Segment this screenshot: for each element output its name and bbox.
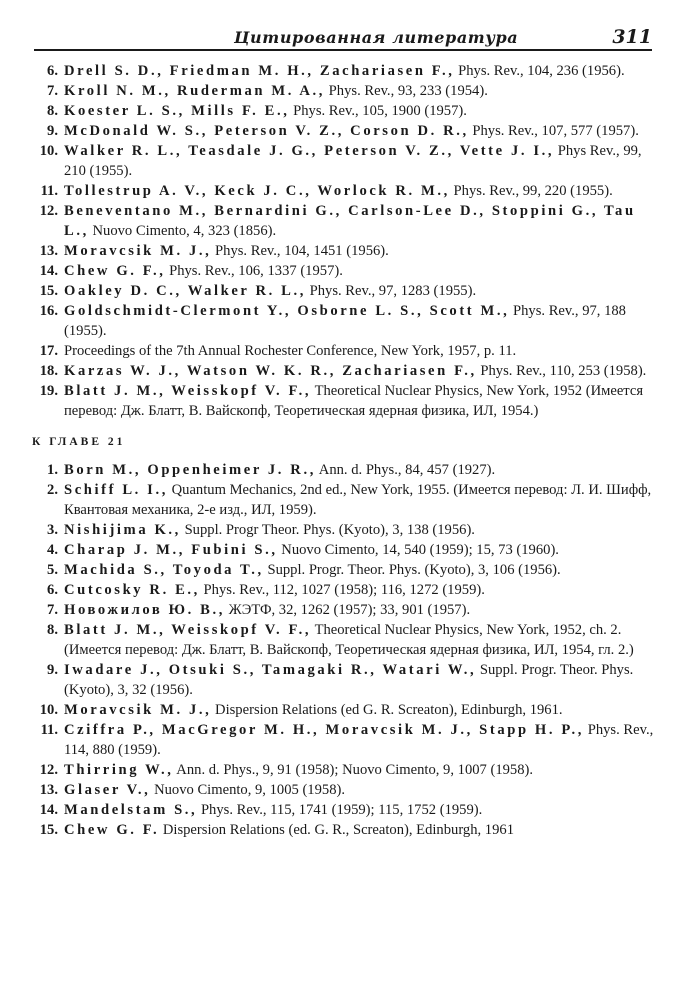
reference-authors: Mandelstam S., — [64, 801, 198, 818]
reference-authors: Karzas W. J., Watson W. K. R., Zachariasen F., — [64, 362, 477, 379]
reference-number: 2. — [47, 482, 58, 499]
reference-number: 10. — [39, 701, 58, 718]
reference-entry — [0, 382, 688, 421]
reference-entry — [0, 721, 688, 760]
page-number: 311 — [612, 26, 652, 48]
reference-number: 11. — [40, 183, 58, 200]
reference-entry — [0, 661, 688, 700]
reference-entry — [0, 801, 688, 821]
reference-number: 8. — [47, 622, 58, 639]
reference-number: 13. — [39, 242, 58, 259]
reference-authors: Glaser V., — [64, 781, 151, 798]
reference-entry — [0, 282, 688, 302]
reference-citation: Dispersion Relations (ed G. R. Screaton), Edinburgh, 1961. — [211, 701, 563, 718]
reference-number: 6. — [47, 63, 58, 79]
reference-citation: Phys. Rev., 97, 188 (1955). — [64, 303, 626, 339]
reference-authors: Blatt J. M., Weisskopf V. F., — [64, 383, 312, 399]
reference-citation: Phys Rev., 99, 210 (1955). — [64, 143, 642, 179]
reference-citation: Nuovo Cimento, 14, 540 (1959); 15, 73 (1960). — [277, 542, 559, 559]
reference-entry — [0, 481, 688, 520]
reference-citation: Dispersion Relations (ed. G. R., Screaton), Edinburgh, 1961 — [159, 821, 514, 838]
reference-group-previous-chapter — [0, 62, 688, 421]
section-heading: К ГЛАВЕ 21 — [32, 436, 126, 449]
reference-list — [0, 62, 688, 841]
reference-entry — [0, 302, 688, 341]
reference-citation: Phys. Rev., 97, 1283 (1955). — [305, 283, 477, 300]
reference-number: 7. — [47, 83, 58, 100]
reference-entry — [0, 761, 688, 781]
reference-citation: ЖЭТФ, 32, 1262 (1957); 33, 901 (1957). — [225, 602, 471, 619]
reference-number: 12. — [39, 203, 58, 220]
reference-authors: Chew G. F., — [64, 262, 166, 279]
reference-number: 9. — [47, 662, 58, 679]
reference-authors: Blatt J. M., Weisskopf V. F., — [64, 622, 312, 639]
reference-entry — [0, 521, 688, 541]
reference-authors: Koester L. S., Mills F. E., — [64, 103, 290, 120]
reference-authors: Thirring W., — [64, 761, 174, 778]
reference-citation: Phys. Rev., 104, 236 (1956). — [454, 63, 625, 79]
reference-number: 4. — [47, 542, 58, 559]
reference-citation: Phys. Rev., 107, 577 (1957). — [468, 123, 639, 140]
reference-authors: Moravcsik M. J., — [64, 242, 212, 259]
reference-entry — [0, 541, 688, 561]
reference-number: 10. — [39, 143, 58, 160]
reference-number: 3. — [47, 521, 58, 538]
reference-authors: Новожилов Ю. В., — [64, 602, 226, 619]
reference-entry — [0, 262, 688, 282]
reference-number: 8. — [47, 103, 58, 120]
running-title: Цитированная литература — [234, 28, 519, 47]
reference-citation: Phys. Rev., 93, 233 (1954). — [325, 83, 488, 100]
reference-authors: Charap J. M., Fubini S., — [64, 542, 278, 559]
reference-authors: Iwadare J., Otsuki S., Tamagaki R., Watari W., — [64, 662, 477, 679]
reference-authors: Cutcosky R. E., — [64, 582, 200, 599]
reference-authors: Nishijima K., — [64, 521, 181, 538]
reference-entry — [0, 561, 688, 581]
reference-citation: Nuovo Cimento, 4, 323 (1856). — [88, 222, 277, 239]
reference-citation: Phys. Rev., 112, 1027 (1958); 116, 1272 (1959). — [199, 582, 485, 599]
reference-citation: Proceedings of the 7th Annual Rochester Conference, New York, 1957, p. 11. — [64, 342, 517, 359]
reference-authors: Drell S. D., Friedman M. H., Zachariasen F., — [64, 63, 455, 79]
reference-number: 1. — [47, 462, 58, 479]
reference-entry — [0, 601, 688, 621]
reference-entry — [0, 461, 688, 481]
reference-citation: Quantum Mechanics, 2nd ed., New York, 1955. (Имеется перевод: Л. И. Шифф, Квантовая механика, 2-е изд., ИЛ, 1959). — [64, 482, 652, 518]
reference-number: 18. — [39, 362, 58, 379]
reference-authors: Beneventano M., Bernardini G., Carlson-Lee D., Stoppini G., Tau L., — [64, 203, 636, 239]
reference-entry — [0, 82, 688, 102]
reference-citation: Phys. Rev., 110, 253 (1958). — [476, 362, 647, 379]
reference-entry — [0, 62, 688, 82]
reference-number: 6. — [47, 582, 58, 599]
reference-entry — [0, 122, 688, 142]
reference-authors: Oakley D. C., Walker R. L., — [64, 283, 306, 300]
reference-citation: Phys. Rev., 114, 880 (1959). — [64, 721, 654, 758]
reference-entry — [0, 142, 688, 181]
reference-number: 13. — [39, 781, 58, 798]
reference-group-chapter-21 — [0, 461, 688, 840]
reference-authors: Kroll N. M., Ruderman M. A., — [64, 83, 326, 100]
reference-number: 11. — [40, 721, 58, 738]
reference-entry — [0, 242, 688, 262]
reference-authors: Schiff L. I., — [64, 482, 168, 499]
reference-number: 15. — [39, 283, 58, 300]
reference-entry — [0, 581, 688, 601]
reference-authors: Moravcsik M. J., — [64, 701, 212, 718]
reference-entry — [0, 362, 688, 382]
reference-citation: Phys. Rev., 106, 1337 (1957). — [165, 262, 343, 279]
reference-authors: McDonald W. S., Peterson V. Z., Corson D. R., — [64, 123, 469, 140]
reference-number: 9. — [47, 123, 58, 140]
reference-number: 14. — [39, 262, 58, 279]
reference-citation: Phys. Rev., 104, 1451 (1956). — [211, 242, 389, 259]
reference-entry — [0, 202, 688, 241]
reference-authors: Walker R. L., Teasdale J. G., Peterson V. Z., Vette J. I., — [64, 143, 555, 160]
reference-number: 16. — [39, 303, 58, 320]
reference-citation: Suppl. Progr. Theor. Phys. (Kyoto), 3, 32 (1956). — [64, 662, 634, 698]
reference-authors: Cziffra P., MacGregor M. H., Moravcsik M. J., Stapp H. P., — [64, 721, 585, 738]
reference-authors: Machida S., Toyoda T., — [64, 562, 264, 579]
reference-number: 14. — [39, 801, 58, 818]
reference-citation: Phys. Rev., 115, 1741 (1959); 115, 1752 (1959). — [197, 801, 483, 818]
page-header — [34, 22, 652, 48]
reference-entry — [0, 621, 688, 660]
reference-entry — [0, 342, 688, 362]
reference-citation: Theoretical Nuclear Physics, New York, 1952, ch. 2. (Имеется перевод: Дж. Блатт, В. Вайскопф, Теоретическая ядерная физика, ИЛ, 1954, гл. 2.) — [64, 622, 634, 659]
reference-number: 7. — [47, 602, 58, 619]
reference-citation: Theoretical Nuclear Physics, New York, 1952 (Имеется перевод: Дж. Блатт, В. Вайскопф, Теоретическая ядерная физика, ИЛ, 1954.) — [64, 383, 644, 419]
reference-number: 5. — [47, 562, 58, 579]
reference-entry — [0, 781, 688, 801]
reference-entry — [0, 821, 688, 841]
reference-number: 15. — [39, 821, 58, 838]
reference-citation: Suppl. Progr. Theor. Phys. (Kyoto), 3, 106 (1956). — [263, 562, 561, 579]
reference-entry — [0, 102, 688, 122]
reference-citation: Ann. d. Phys., 9, 91 (1958); Nuovo Cimento, 9, 1007 (1958). — [173, 761, 534, 778]
reference-citation: Nuovo Cimento, 9, 1005 (1958). — [150, 781, 345, 798]
reference-authors: Born M., Oppenheimer J. R., — [64, 462, 316, 479]
reference-authors: Tollestrup A. V., Keck J. C., Worlock R. M., — [64, 183, 450, 200]
reference-number: 12. — [39, 761, 58, 778]
reference-authors: Goldschmidt-Clermont Y., Osborne L. S., Scott M., — [64, 303, 510, 320]
reference-number: 19. — [39, 383, 58, 399]
reference-citation: Ann. d. Phys., 84, 457 (1927). — [315, 462, 496, 479]
reference-entry — [0, 182, 688, 202]
header-rule — [34, 49, 652, 51]
reference-entry — [0, 701, 688, 721]
reference-number: 17. — [39, 342, 58, 359]
reference-citation: Suppl. Progr Theor. Phys. (Kyoto), 3, 138 (1956). — [180, 521, 475, 538]
reference-citation: Phys. Rev., 105, 1900 (1957). — [289, 103, 467, 120]
reference-citation: Phys. Rev., 99, 220 (1955). — [449, 183, 613, 200]
reference-authors: Chew G. F. — [64, 821, 160, 838]
